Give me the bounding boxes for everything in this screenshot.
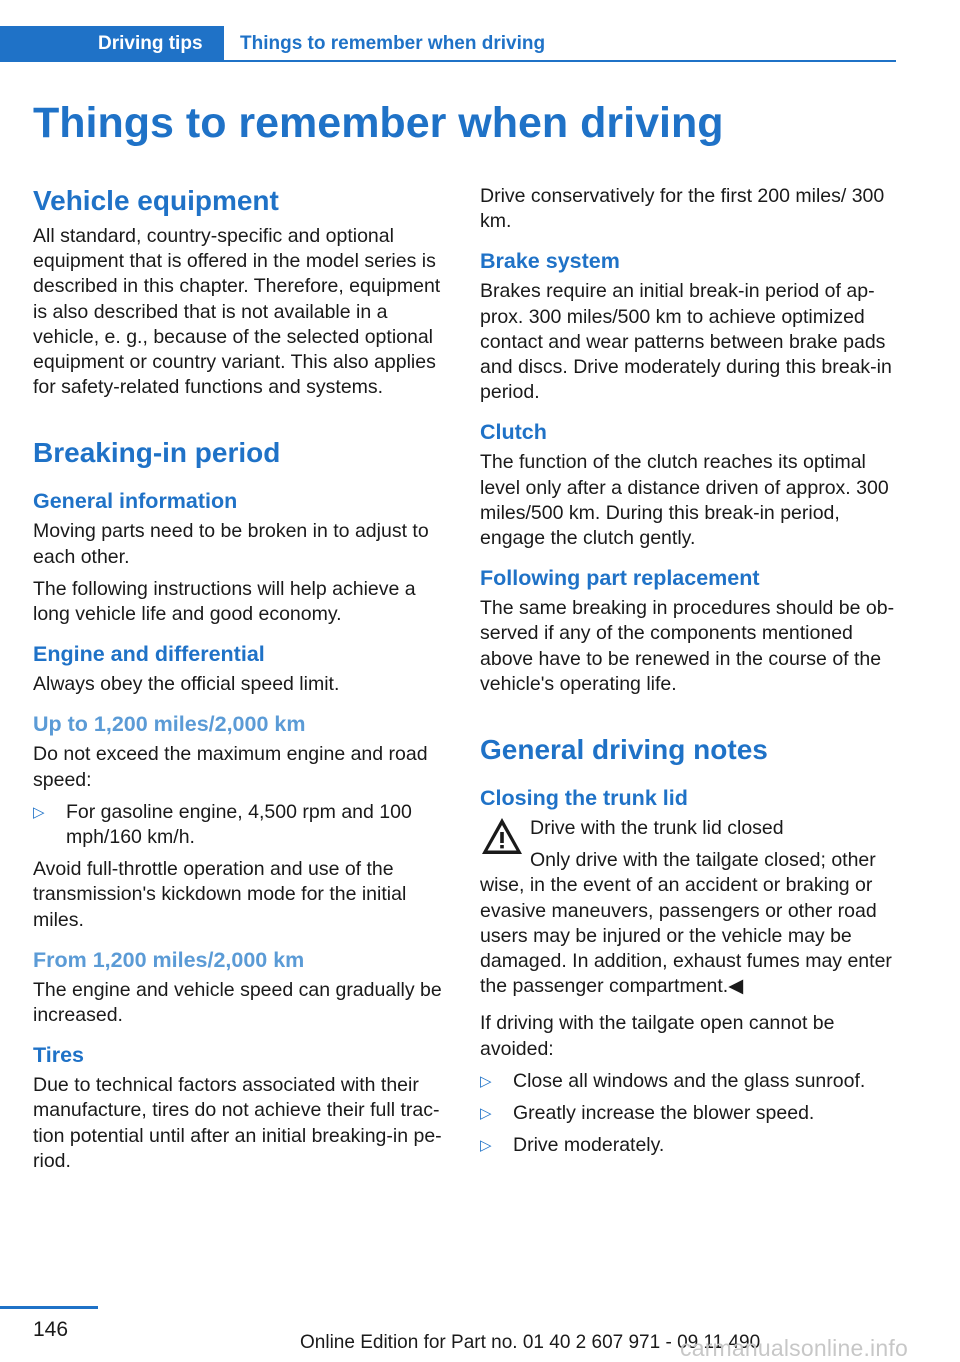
paragraph-general-info-2: The following instructions will help achieve a long vehicle life and good economy. bbox=[33, 577, 416, 626]
warning-text-continued: wise, in the event of an accident or braking or evasive maneuvers, passengers or other road users may be injured or the vehicle may be damaged. In addition, exhaust fumes may enter the passenger compartment.◀ bbox=[480, 874, 892, 998]
heading-tires: Tires bbox=[33, 1043, 84, 1068]
warning-block bbox=[480, 816, 900, 873]
watermark: carmanualsonline.info bbox=[680, 1335, 908, 1361]
right-column bbox=[480, 184, 900, 1158]
paragraph-from: The engine and vehicle speed can gradually be increased. bbox=[33, 978, 442, 1027]
heading-general-driving-notes: General driving notes bbox=[480, 734, 768, 766]
heading-brake-system: Brake system bbox=[480, 249, 620, 274]
list-item bbox=[33, 800, 453, 850]
triangle-bullet-icon: ▷ bbox=[480, 1137, 492, 1155]
heading-vehicle-equipment: Vehicle equipment bbox=[33, 185, 279, 216]
tab-things-to-remember[interactable]: Things to remember when driving bbox=[240, 33, 546, 54]
heading-general-information: General information bbox=[33, 489, 238, 514]
page-number: 146 bbox=[33, 1318, 69, 1341]
left-column bbox=[33, 184, 453, 1174]
paragraph-clutch: The function of the clutch reaches its optimal level only after a distance driven of approx. 300 miles/500 km. During this break-in period, engage the clutch gently. bbox=[480, 451, 889, 550]
list-item bbox=[480, 1101, 900, 1126]
paragraph-vehicle-equipment: All standard, country-specific and optional equipment that is offered in the model series is described in this chapter. Therefore, equipment is also described that is not available in a vehicle, e. g., because of the selected optional equipment or country variant. This also applies for safety-related functions and systems. bbox=[33, 225, 441, 399]
triangle-bullet-icon: ▷ bbox=[480, 1105, 492, 1123]
warning-text-first: Only drive with the tailgate closed; other bbox=[530, 849, 876, 872]
tab-driving-tips[interactable]: Driving tips bbox=[0, 26, 224, 62]
warning-icon bbox=[480, 816, 524, 856]
paragraph-up-to: Do not exceed the maximum engine and road speed: bbox=[33, 743, 428, 791]
edition-footer: Online Edition for Part no. 01 40 2 607 971 - 09 11 490 bbox=[300, 1332, 761, 1353]
heading-clutch: Clutch bbox=[480, 420, 547, 445]
list-item-text: Greatly increase the blower speed. bbox=[513, 1102, 815, 1125]
list-item bbox=[480, 1133, 900, 1158]
list-item-text: Close all windows and the glass sunroof. bbox=[513, 1069, 866, 1092]
triangle-bullet-icon: ▷ bbox=[480, 1072, 492, 1090]
footer-divider bbox=[0, 1306, 98, 1309]
heading-following-part-replacement: Following part replacement bbox=[480, 566, 760, 591]
paragraph-tires: Due to technical factors associated with their manufacture, tires do not achieve their full traction potential until after an initial breaking-in period. bbox=[33, 1074, 442, 1172]
list-item-text: For gasoline engine, 4,500 rpm and 100 mph/160 km/h. bbox=[66, 800, 412, 849]
paragraph-engine: Always obey the official speed limit. bbox=[33, 673, 340, 696]
paragraph-brake-system: Brakes require an initial break-in period of approx. 300 miles/500 km to achieve optimized contact and wear patterns between brake pads and discs. Drive moderately during this break-in period. bbox=[480, 280, 892, 404]
paragraph-following-part-replacement: The same breaking in procedures should be observed if any of the components mentioned above have to be renewed in the course of the vehicle's operating life. bbox=[480, 597, 895, 695]
header-divider bbox=[224, 60, 896, 62]
heading-up-to-1200: Up to 1,200 miles/2,000 km bbox=[33, 712, 306, 737]
heading-from-1200: From 1,200 miles/2,000 km bbox=[33, 947, 305, 972]
page-header bbox=[0, 0, 960, 64]
heading-closing-trunk-lid: Closing the trunk lid bbox=[480, 786, 688, 811]
heading-engine-differential: Engine and differential bbox=[33, 642, 265, 667]
paragraph-drive-conservatively: Drive conservatively for the first 200 miles/ 300 km. bbox=[480, 185, 885, 233]
paragraph-avoid-full-throttle: Avoid full-throttle operation and use of the transmission's kickdown mode for the initial miles. bbox=[33, 858, 407, 931]
warning-title: Drive with the trunk lid closed bbox=[530, 817, 784, 840]
list-item bbox=[480, 1069, 900, 1094]
paragraph-general-info-1: Moving parts need to be broken in to adjust to each other. bbox=[33, 520, 429, 568]
list-item-text: Drive moderately. bbox=[513, 1134, 665, 1157]
triangle-bullet-icon: ▷ bbox=[33, 803, 45, 821]
paragraph-tailgate-intro: If driving with the tailgate open cannot be avoided: bbox=[480, 1012, 835, 1060]
page-title: Things to remember when driving bbox=[33, 99, 724, 147]
heading-breaking-in-period: Breaking-in period bbox=[33, 437, 281, 469]
